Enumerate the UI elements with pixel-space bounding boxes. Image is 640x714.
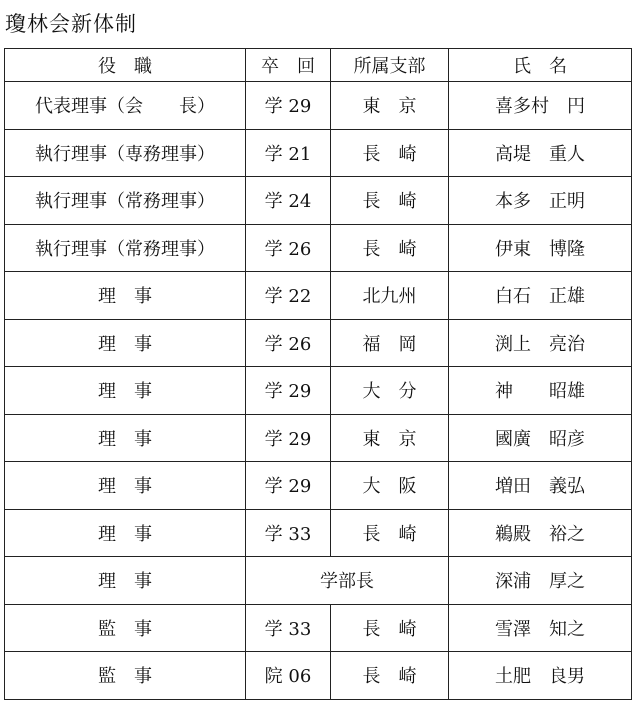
cell-name: 渕上 亮治 xyxy=(449,319,632,367)
cell-name: 本多 正明 xyxy=(449,177,632,225)
cell-role: 執行理事（常務理事） xyxy=(5,224,246,272)
cell-branch: 大 阪 xyxy=(331,462,449,510)
cell-graduation: 学 21 xyxy=(246,129,331,177)
page-title: 瓊林会新体制 xyxy=(5,12,137,36)
cell-graduation: 学 33 xyxy=(246,509,331,557)
cell-branch: 東 京 xyxy=(331,414,449,462)
cell-role: 理 事 xyxy=(5,367,246,415)
table-row xyxy=(5,319,632,367)
cell-branch: 長 崎 xyxy=(331,177,449,225)
cell-name: 深浦 厚之 xyxy=(449,557,632,605)
table-row xyxy=(5,82,632,130)
cell-role: 理 事 xyxy=(5,462,246,510)
table-row xyxy=(5,129,632,177)
cell-branch: 北九州 xyxy=(331,272,449,320)
header-name: 氏 名 xyxy=(449,49,632,82)
cell-branch: 長 崎 xyxy=(331,604,449,652)
table-row xyxy=(5,462,632,510)
cell-role: 代表理事（会 長） xyxy=(5,82,246,130)
header-graduation: 卒 回 xyxy=(246,49,331,82)
cell-role: 理 事 xyxy=(5,272,246,320)
cell-branch: 長 崎 xyxy=(331,509,449,557)
table-row xyxy=(5,604,632,652)
cell-branch: 福 岡 xyxy=(331,319,449,367)
table-row xyxy=(5,414,632,462)
cell-role: 執行理事（常務理事） xyxy=(5,177,246,225)
table-row xyxy=(5,557,632,605)
cell-branch: 長 崎 xyxy=(331,652,449,700)
cell-graduation: 学 29 xyxy=(246,367,331,415)
header-row xyxy=(5,49,632,82)
cell-graduation: 学 29 xyxy=(246,414,331,462)
cell-graduation: 学 29 xyxy=(246,462,331,510)
cell-name: 神 昭雄 xyxy=(449,367,632,415)
cell-graduation: 院 06 xyxy=(246,652,331,700)
officers-table xyxy=(4,48,632,700)
cell-name: 雪澤 知之 xyxy=(449,604,632,652)
cell-name: 土肥 良男 xyxy=(449,652,632,700)
cell-branch: 大 分 xyxy=(331,367,449,415)
cell-graduation: 学 26 xyxy=(246,224,331,272)
cell-merged-affiliation: 学部長 xyxy=(246,557,449,605)
cell-name: 喜多村 円 xyxy=(449,82,632,130)
cell-branch: 東 京 xyxy=(331,82,449,130)
cell-name: 鵜殿 裕之 xyxy=(449,509,632,557)
table-row xyxy=(5,367,632,415)
cell-name: 伊東 博隆 xyxy=(449,224,632,272)
cell-role: 理 事 xyxy=(5,509,246,557)
table-row xyxy=(5,509,632,557)
cell-graduation: 学 29 xyxy=(246,82,331,130)
cell-role: 理 事 xyxy=(5,557,246,605)
cell-graduation: 学 24 xyxy=(246,177,331,225)
cell-graduation: 学 33 xyxy=(246,604,331,652)
cell-role: 理 事 xyxy=(5,414,246,462)
cell-graduation: 学 26 xyxy=(246,319,331,367)
cell-role: 理 事 xyxy=(5,319,246,367)
cell-name: 増田 義弘 xyxy=(449,462,632,510)
table-row xyxy=(5,652,632,700)
cell-graduation: 学 22 xyxy=(246,272,331,320)
cell-role: 監 事 xyxy=(5,652,246,700)
cell-name: 白石 正雄 xyxy=(449,272,632,320)
cell-role: 監 事 xyxy=(5,604,246,652)
cell-role: 執行理事（専務理事） xyxy=(5,129,246,177)
header-role: 役 職 xyxy=(5,49,246,82)
header-branch: 所属支部 xyxy=(331,49,449,82)
cell-branch: 長 崎 xyxy=(331,129,449,177)
table-row xyxy=(5,177,632,225)
cell-name: 國廣 昭彦 xyxy=(449,414,632,462)
table-row xyxy=(5,224,632,272)
cell-name: 高堤 重人 xyxy=(449,129,632,177)
table-row xyxy=(5,272,632,320)
cell-branch: 長 崎 xyxy=(331,224,449,272)
